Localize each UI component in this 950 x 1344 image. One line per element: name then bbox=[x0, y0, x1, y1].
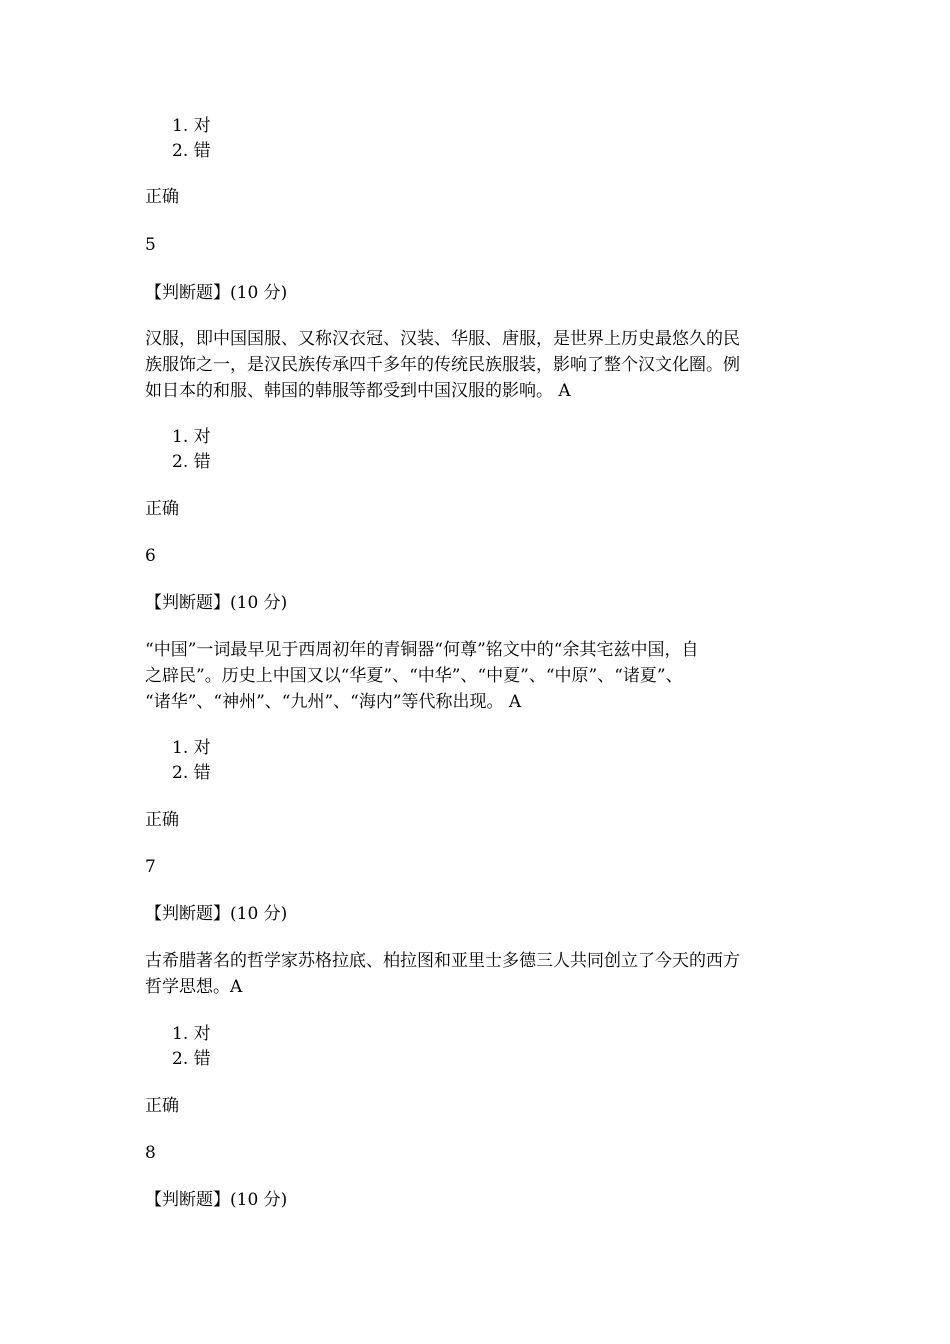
question-text-line: 之辟民”。历史上中国又以“华夏”、“中华”、“中夏”、“中原”、“诸夏”、 bbox=[145, 666, 683, 686]
question-text-line: 族服饰之一，是汉民族传承四千多年的传统民族服装，影响了整个汉文化圈。例 bbox=[145, 355, 740, 375]
question-header: 【判断题】(10 分) bbox=[145, 904, 288, 924]
answer-result: 正确 bbox=[145, 810, 179, 830]
question-number: 5 bbox=[145, 235, 156, 255]
question-text-line: 如日本的和服、韩国的韩服等都受到中国汉服的影响。 A bbox=[145, 381, 571, 401]
question-number: 8 bbox=[145, 1143, 156, 1163]
question-text-line: “诸华”、“神州”、“九州”、“海内”等代称出现。 A bbox=[145, 692, 522, 712]
option-false: 2. 错 bbox=[172, 452, 211, 472]
question-header: 【判断题】(10 分) bbox=[145, 593, 288, 613]
option-true: 1. 对 bbox=[172, 427, 211, 447]
option-true: 1. 对 bbox=[172, 1024, 211, 1044]
option-true: 1. 对 bbox=[172, 738, 211, 758]
answer-result: 正确 bbox=[145, 499, 179, 519]
question-text-line: “中国”一词最早见于西周初年的青铜器“何尊”铭文中的“余其宅兹中国，自 bbox=[145, 640, 699, 660]
answer-result: 正确 bbox=[145, 1096, 179, 1116]
question-number: 7 bbox=[145, 857, 156, 877]
question-text-line: 古希腊著名的哲学家苏格拉底、柏拉图和亚里士多德三人共同创立了今天的西方 bbox=[145, 951, 740, 971]
option-false: 2. 错 bbox=[172, 1049, 211, 1069]
option-true: 1. 对 bbox=[172, 116, 211, 136]
answer-result: 正确 bbox=[145, 187, 179, 207]
question-header: 【判断题】(10 分) bbox=[145, 283, 288, 303]
question-text-line: 哲学思想。A bbox=[145, 977, 243, 997]
option-false: 2. 错 bbox=[172, 763, 211, 783]
option-false: 2. 错 bbox=[172, 141, 211, 161]
question-number: 6 bbox=[145, 546, 156, 566]
question-text-line: 汉服，即中国国服、又称汉衣冠、汉装、华服、唐服，是世界上历史最悠久的民 bbox=[145, 329, 740, 349]
question-header: 【判断题】(10 分) bbox=[145, 1190, 288, 1210]
